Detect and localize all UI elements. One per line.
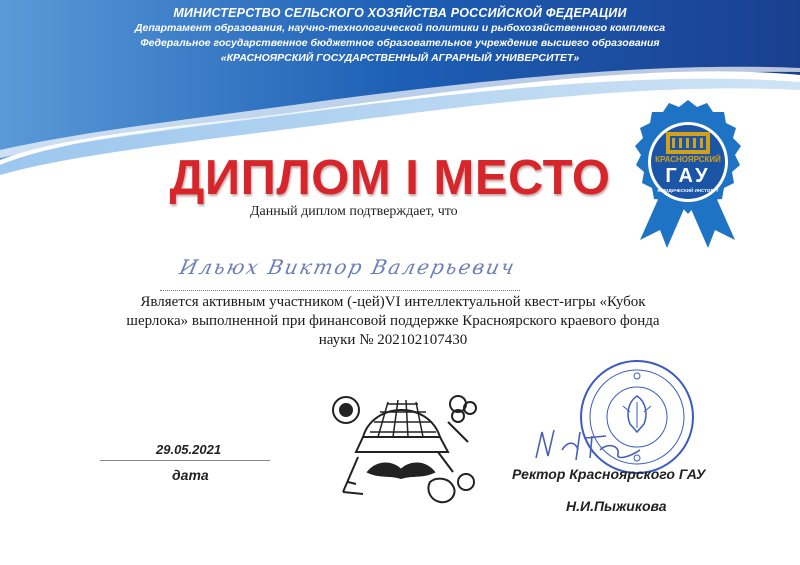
rosette-top-text: КРАСНОЯРСКИЙ <box>655 155 721 164</box>
department-line: Департамент образования, научно-технологической политики и рыбохозяйственного комплекса <box>134 22 666 34</box>
recipient-handwritten-name: Ильюх Виктор Валерьевич <box>177 255 519 279</box>
header-text <box>0 6 800 66</box>
date-value: 29.05.2021 <box>156 442 222 457</box>
participation-text: Является активным участником (-цей)VI интеллектуальной квест-игры «Кубок шерлока» выполненной при финансовой поддержке Красноярского краевого фонда науки № 202102107430 <box>126 294 660 348</box>
signatory-title: Ректор Красноярского ГАУ <box>512 466 706 482</box>
date-label: дата <box>172 467 209 483</box>
university-rosette <box>605 90 775 250</box>
ministry-line: МИНИСТЕРСТВО СЕЛЬСКОГО ХОЗЯЙСТВА РОССИЙСКОЙ ФЕДЕРАЦИИ <box>173 6 627 20</box>
institution-line: Федеральное государственное бюджетное образовательное учреждение высшего образования <box>140 37 660 49</box>
signatory-name: Н.И.Пыжикова <box>566 498 667 514</box>
sherlock-emblem-icon <box>318 382 488 512</box>
rosette-bottom-text: ЮРИДИЧЕСКИЙ ИНСТИТУТ <box>657 188 719 193</box>
university-line: «КРАСНОЯРСКИЙ ГОСУДАРСТВЕННЫЙ АГРАРНЫЙ УНИВЕРСИТЕТ» <box>220 52 580 64</box>
name-underline <box>160 290 520 291</box>
confirm-text: Данный диплом подтверждает, что <box>250 204 458 219</box>
date-underline <box>100 460 270 461</box>
diploma-title: ДИПЛОМ I МЕСТО <box>169 151 611 205</box>
rector-signature <box>528 420 648 470</box>
rosette-main-text: ГАУ <box>665 165 711 187</box>
